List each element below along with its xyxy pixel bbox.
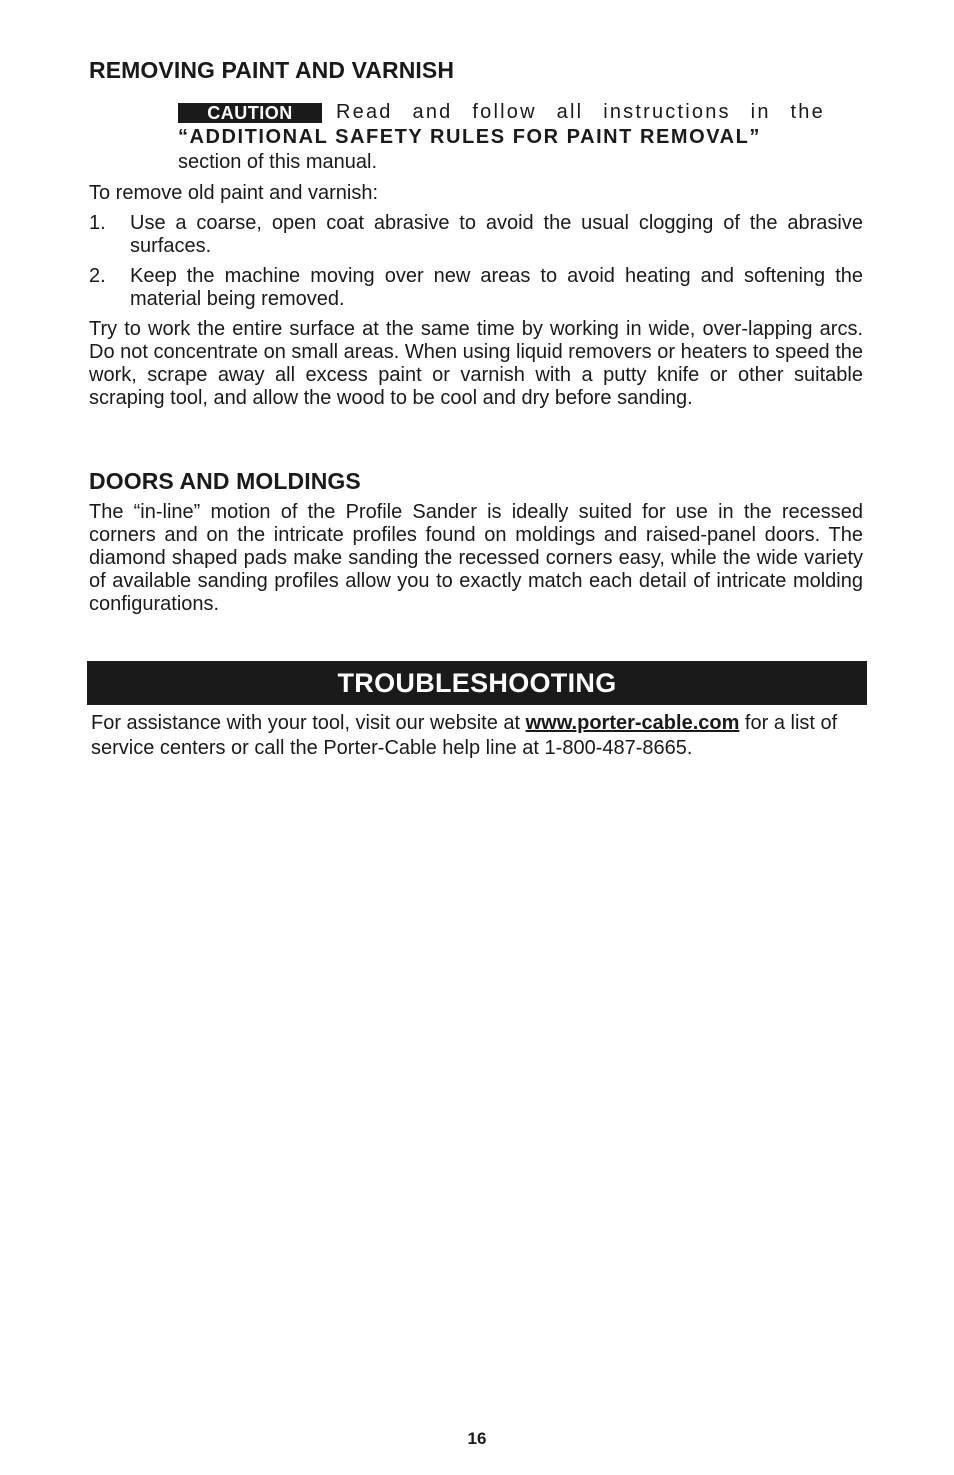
assistance-text-before: For assistance with your tool, visit our website at bbox=[91, 712, 526, 734]
doors-moldings-heading: DOORS AND MOLDINGS bbox=[89, 468, 361, 494]
troubleshooting-title-bar bbox=[87, 661, 867, 705]
removal-intro: To remove old paint and varnish: bbox=[89, 182, 379, 204]
assistance-paragraph bbox=[91, 711, 866, 761]
caution-line bbox=[178, 100, 825, 125]
caution-notice bbox=[178, 100, 825, 175]
caution-word: follow bbox=[472, 101, 537, 123]
list-item bbox=[89, 265, 863, 311]
troubleshooting-title: TROUBLESHOOTING bbox=[337, 668, 617, 698]
caution-word: all bbox=[556, 101, 584, 123]
removal-body-paragraph: Try to work the entire surface at the same time by working in wide, over-lapping arcs. Do not concentrate on small areas. When using liquid removers or heaters to speed the work, scrape away all excess paint or varnish with a putty knife or other suitable scraping tool, and allow the wood to be cool and dry before sanding. bbox=[89, 318, 863, 409]
list-item-text: Keep the machine moving over new areas to avoid heating and softening the material being removed. bbox=[130, 265, 863, 310]
website-link[interactable]: www.porter-cable.com bbox=[525, 712, 740, 734]
assistance-text-after: for a list of service centers or call the Porter-Cable help line at 1-800-487-8665. bbox=[91, 712, 838, 759]
caution-section-reference: “ADDITIONAL SAFETY RULES FOR PAINT REMOVAL” bbox=[178, 126, 761, 148]
list-item bbox=[89, 212, 863, 258]
caution-word: the bbox=[790, 101, 825, 123]
list-item-number: 2. bbox=[89, 265, 106, 287]
caution-word: and bbox=[412, 101, 453, 123]
doors-body-paragraph: The “in-line” motion of the Profile Sander is ideally suited for use in the recessed corners and on the intricate profiles found on moldings and raised-panel doors. The diamond shaped pads make sanding the recessed corners easy, while the wide variety of available sanding profiles allow you to exactly match each detail of intricate molding configurations. bbox=[89, 501, 863, 615]
removing-paint-heading: REMOVING PAINT AND VARNISH bbox=[89, 57, 455, 83]
caution-word: Read bbox=[336, 101, 393, 123]
caution-word: in bbox=[750, 101, 771, 123]
list-item-number: 1. bbox=[89, 212, 106, 234]
caution-badge: CAUTION bbox=[178, 103, 322, 123]
caution-words bbox=[336, 100, 825, 125]
page-number: 16 bbox=[467, 1429, 487, 1448]
caution-tail: section of this manual. bbox=[178, 151, 377, 173]
list-item-text: Use a coarse, open coat abrasive to avoid the usual clogging of the abrasive surfaces. bbox=[130, 212, 863, 257]
caution-word: instructions bbox=[603, 101, 731, 123]
